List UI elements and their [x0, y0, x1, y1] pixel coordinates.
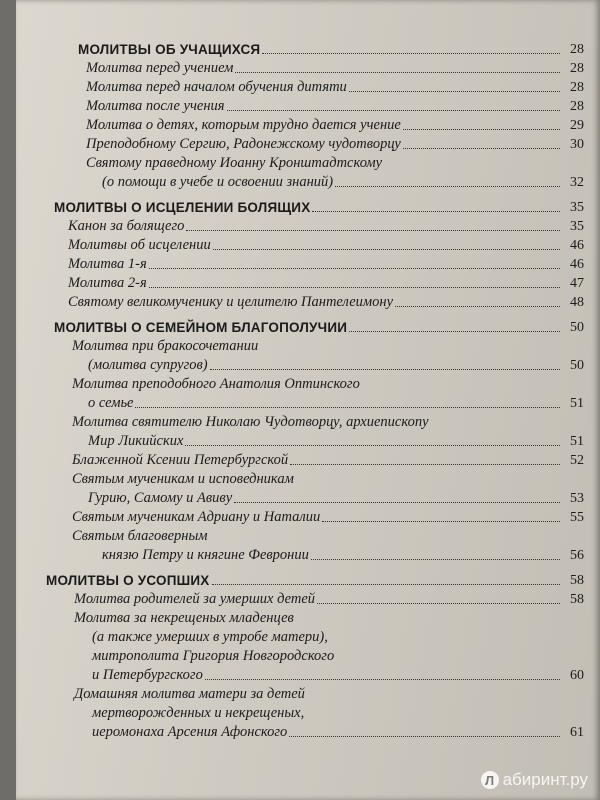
toc-entry — [44, 154, 584, 192]
entry-last-line — [44, 489, 584, 508]
entry-text: Молитва после учения — [86, 98, 225, 114]
dot-leader — [234, 502, 560, 503]
entry-text: Молитвы об исцелении — [68, 237, 211, 253]
dot-leader — [395, 306, 560, 307]
entry-text: Святым мученикам Адриану и Наталии — [72, 509, 321, 525]
toc-entry — [44, 217, 584, 236]
entry-text: Преподобному Сергию, Радонежскому чудотворцу — [86, 136, 401, 152]
page-number: 51 — [570, 434, 584, 449]
entry-text: Канон за болящего — [68, 218, 185, 234]
toc-entry — [44, 236, 584, 255]
entry-text: Святому великомученику и целителю Пантелеимону — [68, 294, 394, 310]
page-number: 28 — [570, 61, 584, 76]
dot-leader — [317, 603, 560, 604]
dot-leader — [289, 736, 560, 737]
page-number: 32 — [570, 175, 584, 190]
toc-section — [44, 318, 584, 565]
entry-last-line — [44, 394, 584, 413]
entry-text: Молитва перед началом обучения дитяти — [86, 79, 347, 95]
dot-leader — [262, 53, 560, 54]
entry-text: Молитва преподобного Анатолия Оптинского — [72, 376, 360, 392]
page-number: 28 — [570, 99, 584, 114]
page-number: 60 — [570, 668, 584, 683]
page-number: 35 — [570, 200, 584, 215]
section-heading-text: МОЛИТВЫ О ИСЦЕЛЕНИИ БОЛЯЩИХ — [54, 200, 311, 215]
section-heading — [44, 318, 584, 337]
dot-leader — [312, 211, 560, 212]
dot-leader — [403, 129, 560, 130]
page-number: 35 — [570, 219, 584, 234]
section-heading — [44, 198, 584, 217]
entry-text: Домашняя молитва матери за детей — [74, 686, 305, 702]
entry-last-line — [44, 666, 584, 685]
section-heading-text: МОЛИТВЫ О УСОПШИХ — [46, 573, 210, 588]
entry-last-line — [44, 723, 584, 742]
dot-leader — [186, 230, 560, 231]
entry-text: Молитва святителю Николаю Чудотворцу, архиепископу — [72, 414, 429, 430]
dot-leader — [322, 521, 560, 522]
page-number: 46 — [570, 257, 584, 272]
entry-text: князю Петру и княгине Февронии — [102, 547, 309, 563]
entry-text: (о помощи в учебе и освоении знаний) — [102, 174, 334, 190]
toc-entry — [44, 413, 584, 451]
toc-entry — [44, 97, 584, 116]
page-number: 55 — [570, 510, 584, 525]
entry-text: Молитва за некрещеных младенцев — [74, 610, 294, 626]
entry-text: иеромонаха Арсения Афонского — [92, 724, 288, 740]
entry-text: Святому праведному Иоанну Кронштадтскому — [86, 155, 383, 171]
entry-text: митрополита Григория Новгородского — [92, 648, 335, 664]
entry-text: мертворожденных и некрещеных, — [92, 705, 305, 721]
dot-leader — [349, 91, 560, 92]
entry-text: Святым благоверным — [72, 528, 208, 544]
toc-section — [44, 571, 584, 742]
toc-entry — [44, 375, 584, 413]
entry-text: (а также умерших в утробе матери), — [92, 629, 328, 645]
book-page — [16, 0, 600, 800]
entry-last-line — [44, 546, 584, 565]
toc-entry — [44, 508, 584, 527]
page-number: 28 — [570, 42, 584, 57]
dot-leader — [235, 72, 560, 73]
entry-text: Молитва перед учением — [86, 60, 234, 76]
page-number: 48 — [570, 295, 584, 310]
dot-leader — [212, 584, 561, 585]
section-heading-text: МОЛИТВЫ О СЕМЕЙНОМ БЛАГОПОЛУЧИИ — [54, 320, 348, 335]
labirint-logo-icon: Л — [481, 771, 499, 789]
page-number: 47 — [570, 276, 584, 291]
page-number: 50 — [570, 358, 584, 373]
dot-leader — [403, 148, 560, 149]
toc-entry — [44, 590, 584, 609]
dot-leader — [185, 445, 560, 446]
page-number: 58 — [570, 592, 584, 607]
page-number: 46 — [570, 238, 584, 253]
toc-entry — [44, 451, 584, 470]
page-number: 30 — [570, 137, 584, 152]
entry-text: Гурию, Самому и Авиву — [88, 490, 233, 506]
entry-text: о семье — [88, 395, 134, 411]
page-number: 50 — [570, 320, 584, 335]
section-heading — [44, 40, 584, 59]
dot-leader — [205, 679, 560, 680]
dot-leader — [227, 110, 560, 111]
toc-entry — [44, 527, 584, 565]
entry-text: Молитва родителей за умерших детей — [74, 591, 316, 607]
entry-text: Молитва при бракосочетании — [72, 338, 259, 354]
page-number: 29 — [570, 118, 584, 133]
dot-leader — [349, 331, 560, 332]
toc-entry — [44, 59, 584, 78]
toc-section — [44, 40, 584, 192]
section-heading — [44, 571, 584, 590]
entry-text: Молитва 1-я — [68, 256, 147, 272]
dot-leader — [149, 287, 560, 288]
toc-entry — [44, 255, 584, 274]
toc-entry — [44, 274, 584, 293]
page-number: 56 — [570, 548, 584, 563]
toc-entry — [44, 337, 584, 375]
entry-text: и Петербургского — [92, 667, 203, 683]
entry-text: Мир Ликийских — [88, 433, 184, 449]
toc-entry — [44, 685, 584, 742]
dot-leader — [290, 464, 560, 465]
watermark-text: абиринт.ру — [502, 770, 588, 789]
toc-entry — [44, 116, 584, 135]
page-number: 61 — [570, 725, 584, 740]
entry-text: Молитва о детях, которым трудно дается учение — [86, 117, 401, 133]
page-number: 58 — [570, 573, 584, 588]
toc-entry — [44, 470, 584, 508]
toc-entry — [44, 609, 584, 685]
toc-entry — [44, 78, 584, 97]
entry-text: (молитва супругов) — [88, 357, 208, 373]
table-of-contents — [44, 34, 584, 742]
toc-entry — [44, 293, 584, 312]
dot-leader — [311, 559, 560, 560]
watermark — [481, 770, 588, 790]
toc-section — [44, 198, 584, 312]
page-number: 51 — [570, 396, 584, 411]
dot-leader — [213, 249, 560, 250]
dot-leader — [149, 268, 560, 269]
entry-text: Святым мученикам и исповедникам — [72, 471, 294, 487]
dot-leader — [135, 407, 560, 408]
page-number: 53 — [570, 491, 584, 506]
page-number: 52 — [570, 453, 584, 468]
dot-leader — [210, 369, 560, 370]
toc-entry — [44, 135, 584, 154]
entry-text: Молитва 2-я — [68, 275, 147, 291]
entry-last-line — [44, 356, 584, 375]
dot-leader — [335, 186, 560, 187]
entry-text: Блаженной Ксении Петербургской — [72, 452, 289, 468]
entry-last-line — [44, 432, 584, 451]
section-heading-text: МОЛИТВЫ ОБ УЧАЩИХСЯ — [78, 42, 261, 57]
page-number: 28 — [570, 80, 584, 95]
entry-last-line — [44, 173, 584, 192]
